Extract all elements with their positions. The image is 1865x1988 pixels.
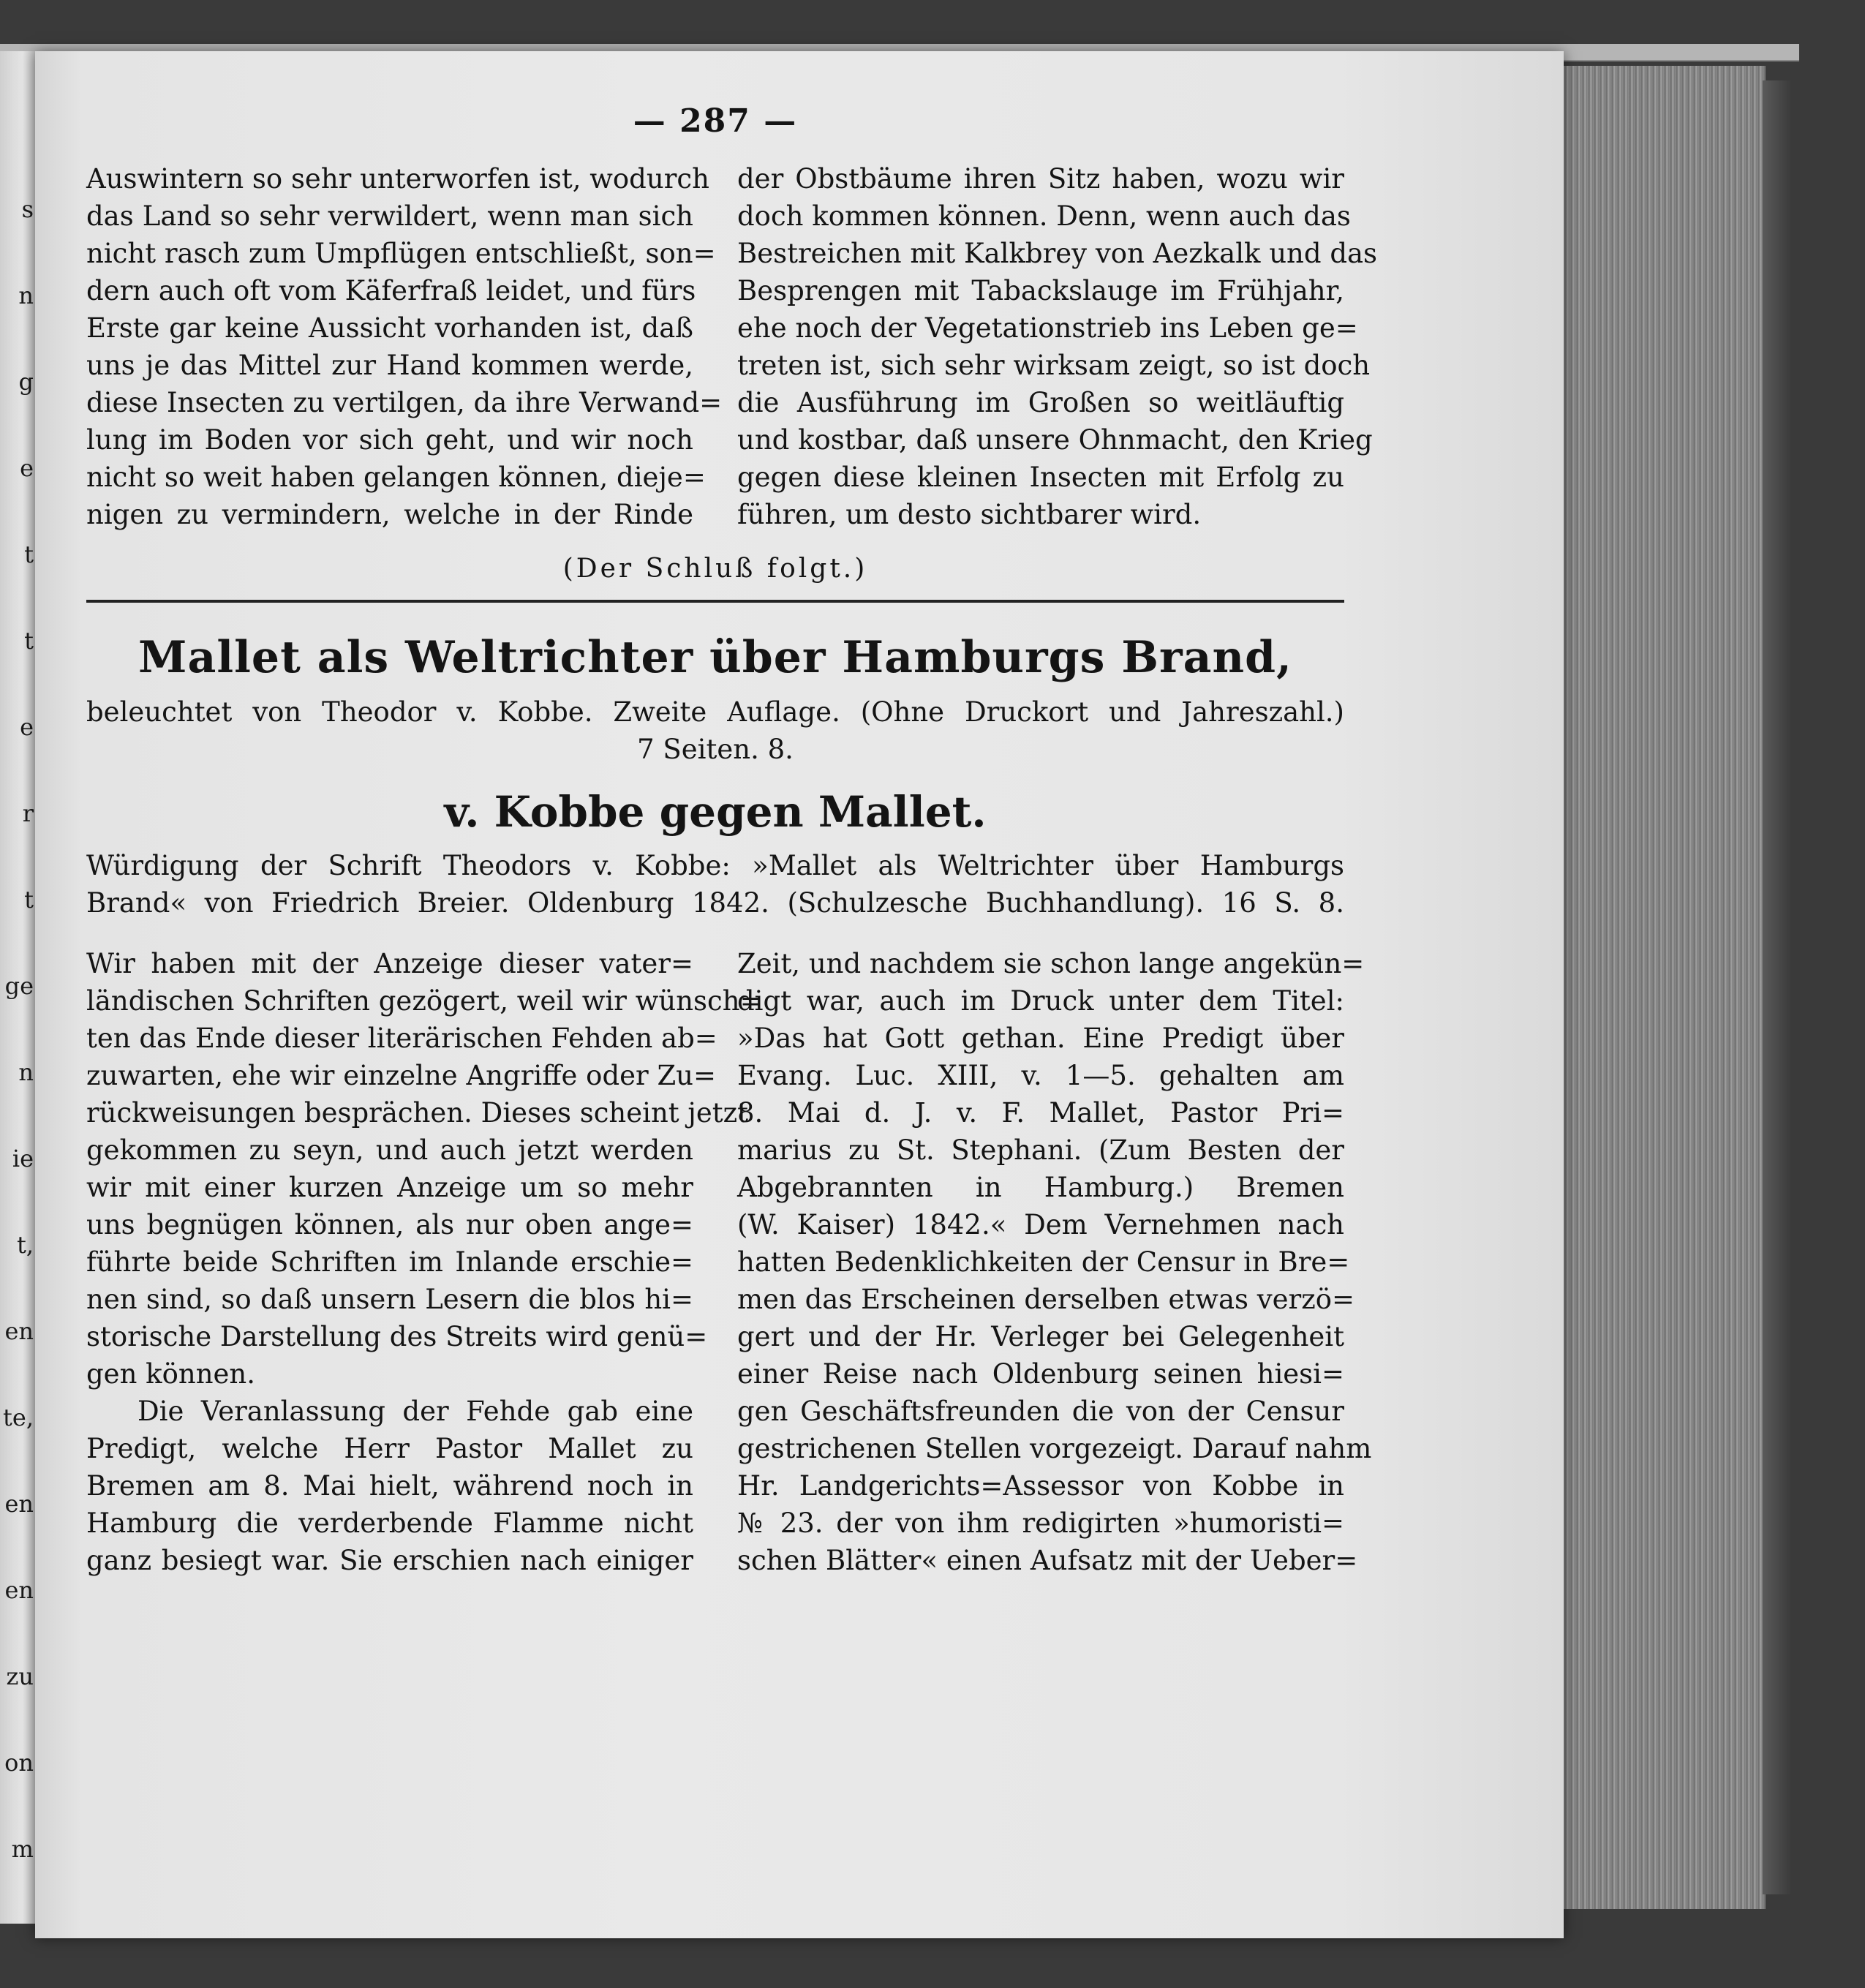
review-title-1: Mallet als Weltrichter über Hamburgs Brand, xyxy=(138,632,1292,683)
facing-page-fragment: t xyxy=(24,627,34,655)
text-line: zuwarten, ehe wir einzelne Angriffe oder Zu= xyxy=(86,1060,717,1091)
text-line: gekommen zu seyn, und auch jetzt werden xyxy=(86,1134,693,1166)
text-line: führen, um desto sichtbarer wird. xyxy=(737,499,1202,530)
text-line: und kostbar, daß unsere Ohnmacht, den Krieg xyxy=(737,424,1373,456)
text-line: führte beide Schriften im Inlande erschie= xyxy=(86,1246,693,1278)
text-line: doch kommen können. Denn, wenn auch das xyxy=(737,200,1351,232)
facing-page-fragment: on xyxy=(4,1749,34,1777)
text-line: die Ausführung im Großen so weitläuftig xyxy=(737,387,1344,418)
facing-page-fragment: en xyxy=(4,1490,34,1518)
text-line: »Das hat Gott gethan. Eine Predigt über xyxy=(737,1023,1344,1054)
top-columns xyxy=(86,160,1378,533)
text-line: wir mit einer kurzen Anzeige um so mehr xyxy=(86,1172,693,1203)
top-right-column xyxy=(737,160,1378,533)
facing-page-fragment: en xyxy=(4,1576,34,1604)
facing-page-fragment: e xyxy=(20,713,34,741)
facing-page-fragment: t xyxy=(24,886,34,914)
text-line: lung im Boden vor sich geht, und wir noch xyxy=(86,424,693,456)
text-line: 8. Mai d. J. v. F. Mallet, Pastor Pri= xyxy=(737,1097,1344,1129)
facing-page-fragment: t, xyxy=(16,1231,34,1259)
body-right-column xyxy=(737,945,1372,1579)
text-line: hatten Bedenklichkeiten der Censur in Bre= xyxy=(737,1246,1350,1278)
facing-page-fragment: m xyxy=(11,1835,34,1863)
text-line: ten das Ende dieser literärischen Fehden ab= xyxy=(86,1023,717,1054)
text-line: das Land so sehr verwildert, wenn man sich xyxy=(86,200,693,232)
text-line: storische Darstellung des Streits wird genü= xyxy=(86,1321,708,1352)
text-line: Zeit, und nachdem sie schon lange angekün= xyxy=(737,948,1365,979)
text-line: Erste gar keine Aussicht vorhanden ist, daß xyxy=(86,312,693,344)
text-line: Auswintern so sehr unterworfen ist, wodurch xyxy=(86,163,709,195)
text-line: dern auch oft vom Käferfraß leidet, und fürs xyxy=(86,275,696,306)
text-line: nicht rasch zum Umpflügen entschließt, son= xyxy=(86,238,716,269)
facing-page-fragment: n xyxy=(18,1058,34,1086)
review-title-2-subtitle: Würdigung der Schrift Theodors v. Kobbe: »Mallet als Weltrichter über Hamburgs xyxy=(86,850,1344,881)
text-line: einer Reise nach Oldenburg seinen hiesi= xyxy=(737,1358,1344,1390)
text-line: Predigt, welche Herr Pastor Mallet zu xyxy=(86,1433,693,1464)
facing-page-fragment: g xyxy=(18,368,34,396)
facing-page-edge xyxy=(0,51,39,1924)
text-line: ehe noch der Vegetationstrieb ins Leben ge= xyxy=(737,312,1358,344)
facing-page-fragment: ie xyxy=(12,1145,34,1172)
top-left-column xyxy=(86,160,723,533)
text-line: Abgebrannten in Hamburg.) Bremen xyxy=(737,1172,1344,1203)
text-line: digt war, auch im Druck unter dem Titel: xyxy=(737,985,1344,1017)
review-title-1-pages: 7 Seiten. 8. xyxy=(637,734,794,765)
text-line: ganz besiegt war. Sie erschien nach einiger xyxy=(86,1545,693,1576)
text-line: schen Blätter« einen Aufsatz mit der Ueber= xyxy=(737,1545,1358,1576)
text-line: Die Veranlassung der Fehde gab eine xyxy=(137,1396,693,1427)
facing-page-fragment: en xyxy=(4,1317,34,1345)
facing-page-fragment: e xyxy=(20,454,34,482)
page-content xyxy=(86,102,1378,1579)
text-line: Hr. Landgerichts=Assessor von Kobbe in xyxy=(737,1470,1344,1502)
text-line: uns begnügen können, als nur oben ange= xyxy=(86,1209,693,1240)
text-line: treten ist, sich sehr wirksam zeigt, so ist doch xyxy=(737,350,1371,381)
text-line: diese Insecten zu vertilgen, da ihre Verwand= xyxy=(86,387,723,418)
text-line: Bestreichen mit Kalkbrey von Aezkalk und das xyxy=(737,238,1378,269)
text-line: nen sind, so daß unsern Lesern die blos hi= xyxy=(86,1284,693,1315)
text-line: men das Erscheinen derselben etwas verzö= xyxy=(737,1284,1355,1315)
review-title-2-imprint: Brand« von Friedrich Breier. Oldenburg 1842. (Schulzesche Buchhandlung). 16 S. 8. xyxy=(86,887,1344,919)
text-line: marius zu St. Stephani. (Zum Besten der xyxy=(737,1134,1344,1166)
text-line: gestrichenen Stellen vorgezeigt. Darauf nahm xyxy=(737,1433,1372,1464)
text-line: № 23. der von ihm redigirten »humoristi= xyxy=(737,1507,1344,1539)
page-number: — 287 — xyxy=(633,102,798,140)
text-line: gert und der Hr. Verleger bei Gelegenheit xyxy=(737,1321,1344,1352)
text-line: nigen zu vermindern, welche in der Rinde xyxy=(86,499,693,530)
section-rule xyxy=(86,600,1344,603)
review-title-1-subtitle: beleuchtet von Theodor v. Kobbe. Zweite Auflage. (Ohne Druckort und Jahreszahl.) xyxy=(86,696,1344,728)
text-line: Bremen am 8. Mai hielt, während noch in xyxy=(86,1470,693,1502)
body-left-column xyxy=(86,945,763,1579)
continued-note: (Der Schluß folgt.) xyxy=(562,554,868,584)
text-line: Besprengen mit Tabackslauge im Frühjahr, xyxy=(737,275,1344,306)
text-line: (W. Kaiser) 1842.« Dem Vernehmen nach xyxy=(737,1209,1344,1240)
facing-page-fragment: zu xyxy=(6,1663,34,1690)
facing-page-fragment: te, xyxy=(3,1404,34,1431)
text-line: gen Geschäftsfreunden die von der Censur xyxy=(737,1396,1344,1427)
text-line: Evang. Luc. XIII, v. 1—5. gehalten am xyxy=(737,1060,1344,1091)
text-line: gegen diese kleinen Insecten mit Erfolg zu xyxy=(737,462,1344,493)
text-line: Hamburg die verderbende Flamme nicht xyxy=(86,1507,693,1539)
text-line: rückweisungen besprächen. Dieses scheint jetzt xyxy=(86,1097,749,1129)
facing-page-fragment: r xyxy=(22,799,34,827)
facing-page-fragment: t xyxy=(24,541,34,568)
text-line: nicht so weit haben gelangen können, dieje= xyxy=(86,462,706,493)
body-columns xyxy=(86,945,1372,1579)
text-line: gen können. xyxy=(86,1358,256,1390)
page-fore-edge xyxy=(1543,66,1766,1909)
text-line: Wir haben mit der Anzeige dieser vater= xyxy=(86,948,693,979)
book-cover-shadow xyxy=(1763,80,1792,1894)
facing-page-fragment: ge xyxy=(4,972,34,1000)
review-title-2: v. Kobbe gegen Mallet. xyxy=(444,787,987,837)
facing-page-fragment: n xyxy=(18,282,34,309)
text-line: uns je das Mittel zur Hand kommen werde, xyxy=(86,350,693,381)
text-line: der Obstbäume ihren Sitz haben, wozu wir xyxy=(737,163,1344,195)
facing-page-fragment: s xyxy=(21,195,34,223)
text-line: ländischen Schriften gezögert, weil wir wünsch= xyxy=(86,985,763,1017)
